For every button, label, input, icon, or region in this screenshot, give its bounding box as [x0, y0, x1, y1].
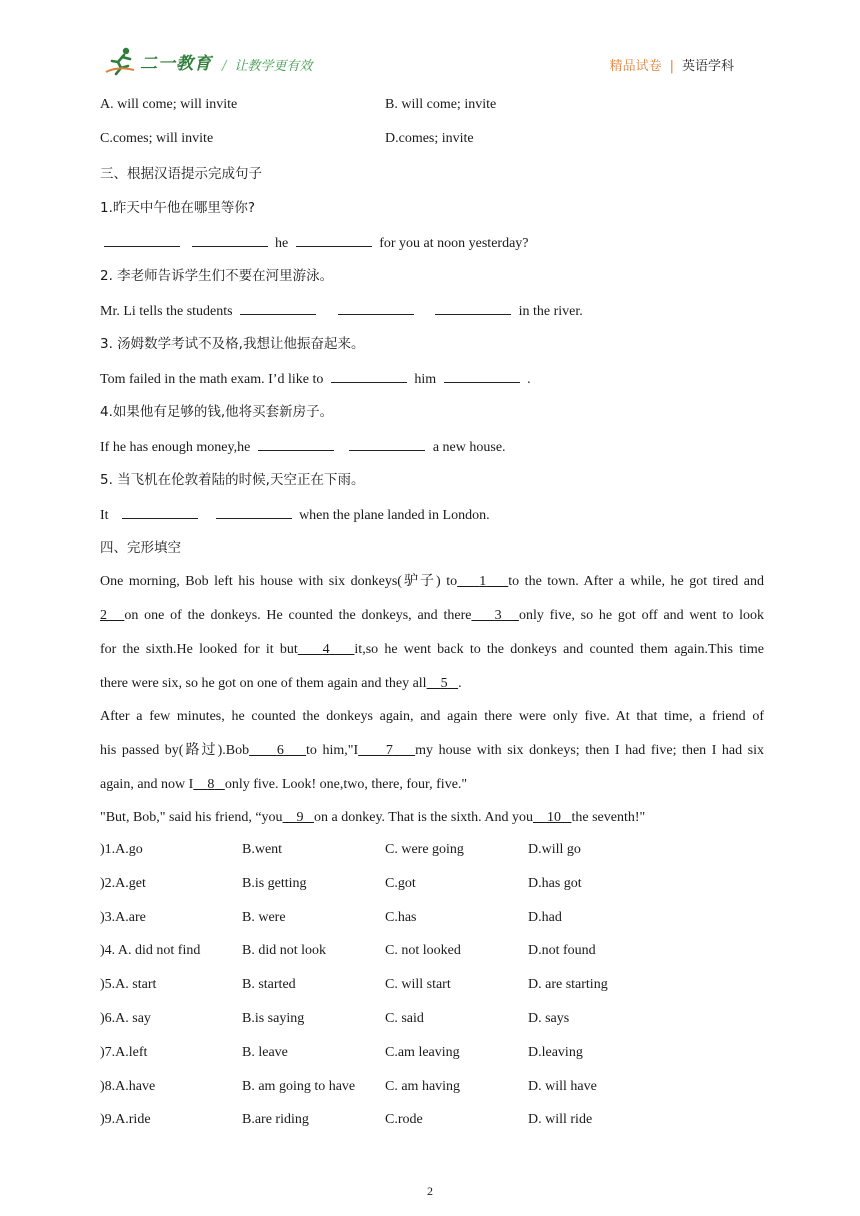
s3-item5-text: It	[100, 508, 109, 523]
option-c[interactable]: C. were going	[385, 842, 464, 857]
answer-blank[interactable]	[296, 232, 372, 247]
cloze-blank-9[interactable]: 9	[296, 810, 304, 825]
s3-item5-en	[100, 504, 764, 524]
question-stem: )9.A.ride	[100, 1112, 151, 1127]
option-c[interactable]: C.am leaving	[385, 1045, 460, 1060]
answer-blank[interactable]	[338, 300, 414, 315]
answer-blank[interactable]	[444, 368, 520, 383]
s3-item3-tail: .	[527, 372, 531, 387]
answer-blank[interactable]	[104, 232, 180, 247]
answer-blank[interactable]	[331, 368, 407, 383]
option-d[interactable]: D.will go	[528, 842, 581, 857]
cloze-blank-7[interactable]: 7	[385, 743, 393, 758]
cloze-line: there were six, so he got on one of them again and they all 5 .	[100, 676, 462, 691]
option-b[interactable]: B.are riding	[242, 1112, 309, 1127]
option-d[interactable]: D.had	[528, 910, 562, 925]
answer-blank[interactable]	[349, 436, 425, 451]
s3-item4-cn: 4.如果他有足够的钱,他将买套新房子。	[100, 404, 334, 420]
s3-item2-cn: 2. 李老师告诉学生们不要在河里游泳。	[100, 268, 334, 284]
option-c[interactable]: C. said	[385, 1011, 424, 1026]
answer-blank[interactable]	[240, 300, 316, 315]
option-b[interactable]: B.went	[242, 842, 283, 857]
option-b[interactable]: B.is getting	[242, 876, 307, 891]
page-header	[0, 0, 860, 90]
answer-blank[interactable]	[122, 504, 198, 519]
cloze-blank-6[interactable]: 6	[276, 743, 284, 758]
option-d[interactable]: D. are starting	[528, 977, 608, 992]
prev-option-a: A. will come; will invite	[100, 97, 238, 112]
brand-logo	[104, 46, 212, 76]
answer-blank[interactable]	[216, 504, 292, 519]
option-b[interactable]: B. started	[242, 977, 296, 992]
question-stem: )1.A.go	[100, 842, 143, 857]
s3-item4-tail: a new house.	[432, 440, 506, 455]
cloze-blank-2[interactable]: 2	[100, 608, 107, 623]
prev-option-b: B. will come; invite	[385, 97, 497, 112]
s3-item1-text: he	[275, 236, 289, 251]
s3-item2-text: Mr. Li tells the students	[100, 304, 233, 319]
option-c[interactable]: C.rode	[385, 1112, 423, 1127]
cloze-line: again, and now I 8 only five. Look! one,two, there, four, five."	[100, 777, 468, 792]
cloze-blank-8[interactable]: 8	[207, 777, 215, 792]
s3-item4-en	[100, 436, 764, 456]
cloze-blank-3[interactable]: 3	[494, 608, 502, 623]
s3-item1-cn: 1.昨天中午他在哪里等你?	[100, 200, 256, 216]
runner-logo-icon	[104, 46, 138, 76]
option-b[interactable]: B.is saying	[242, 1011, 305, 1026]
section3-title: 三、根据汉语提示完成句子	[100, 166, 262, 182]
cloze-line: for the sixth.He looked for it but 4 it,so he went back to the donkeys and counted them again.This time	[100, 642, 765, 657]
logo-text: 二一教育	[140, 53, 212, 74]
question-stem: )7.A.left	[100, 1045, 148, 1060]
slogan-text: 让教学更有效	[234, 59, 313, 74]
cloze-line: his passed by(路过).Bob 6 to him,"I 7 my house with six donkeys; then I had five; then I had six	[100, 743, 765, 758]
question-stem: )4. A. did not find	[100, 943, 201, 958]
option-b[interactable]: B. am going to have	[242, 1079, 356, 1094]
cloze-blank-10[interactable]: 10	[546, 810, 561, 825]
option-c[interactable]: C.has	[385, 910, 417, 925]
s3-item5-cn: 5. 当飞机在伦敦着陆的时候,天空正在下雨。	[100, 472, 365, 488]
answer-blank[interactable]	[435, 300, 511, 315]
s3-item3-en	[100, 368, 764, 388]
option-d[interactable]: D. will ride	[528, 1112, 593, 1127]
option-c[interactable]: C.got	[385, 876, 416, 891]
s3-item3-mid: him	[414, 372, 437, 387]
slogan: / 让教学更有效	[222, 59, 313, 74]
header-subject: 英语学科	[681, 59, 734, 74]
option-c[interactable]: C. am having	[385, 1079, 461, 1094]
option-b[interactable]: B. were	[242, 910, 286, 925]
answer-blank[interactable]	[192, 232, 268, 247]
section4-title: 四、完形填空	[100, 540, 181, 556]
question-stem: )8.A.have	[100, 1079, 156, 1094]
option-c[interactable]: C. not looked	[385, 943, 461, 958]
page-number: 2	[427, 1184, 433, 1198]
option-b[interactable]: B. leave	[242, 1045, 288, 1060]
question-stem: )6.A. say	[100, 1011, 151, 1026]
option-d[interactable]: D.has got	[528, 876, 582, 891]
prev-option-c: C.comes; will invite	[100, 131, 214, 146]
option-d[interactable]: D. says	[528, 1011, 570, 1026]
cloze-line: 2 on one of the donkeys. He counted the donkeys, and there 3 only five, so he got off and went to look	[100, 608, 764, 623]
option-d[interactable]: D. will have	[528, 1079, 597, 1094]
cloze-blank-4[interactable]: 4	[322, 642, 330, 657]
s3-item2-tail: in the river.	[518, 304, 583, 319]
question-stem: )3.A.are	[100, 910, 146, 925]
s3-item2-en	[100, 300, 764, 320]
s3-item1-en	[100, 232, 764, 252]
option-c[interactable]: C. will start	[385, 977, 451, 992]
header-tag: 精品试卷	[609, 59, 662, 74]
cloze-line: "But, Bob," said his friend, “you 9 on a donkey. That is the sixth. And you 10 the seventh!"	[100, 810, 646, 825]
s3-item3-text: Tom failed in the math exam. I’d like to	[100, 372, 324, 387]
cloze-blank-1[interactable]: 1	[479, 574, 487, 589]
question-stem: )5.A. start	[100, 977, 157, 992]
s3-item3-cn: 3. 汤姆数学考试不及格,我想让他振奋起来。	[100, 336, 365, 352]
cloze-line: After a few minutes, he counted the donkeys again, and again there were only five. At that time, a friend of	[100, 709, 764, 724]
answer-blank[interactable]	[258, 436, 334, 451]
cloze-line: One morning, Bob left his house with six donkeys(驴子) to 1 to the town. After a while, he got tired and	[100, 574, 764, 589]
option-d[interactable]: D.leaving	[528, 1045, 583, 1060]
header-right: 精品试卷 | 英语学科	[609, 59, 734, 74]
question-stem: )2.A.get	[100, 876, 146, 891]
option-b[interactable]: B. did not look	[242, 943, 327, 958]
prev-option-d: D.comes; invite	[385, 131, 474, 146]
s3-item5-tail: when the plane landed in London.	[299, 508, 490, 523]
cloze-blank-5[interactable]: 5	[440, 676, 448, 691]
option-d[interactable]: D.not found	[528, 943, 596, 958]
s3-item4-text: If he has enough money,he	[100, 440, 251, 455]
s3-item1-tail: for you at noon yesterday?	[379, 236, 529, 251]
